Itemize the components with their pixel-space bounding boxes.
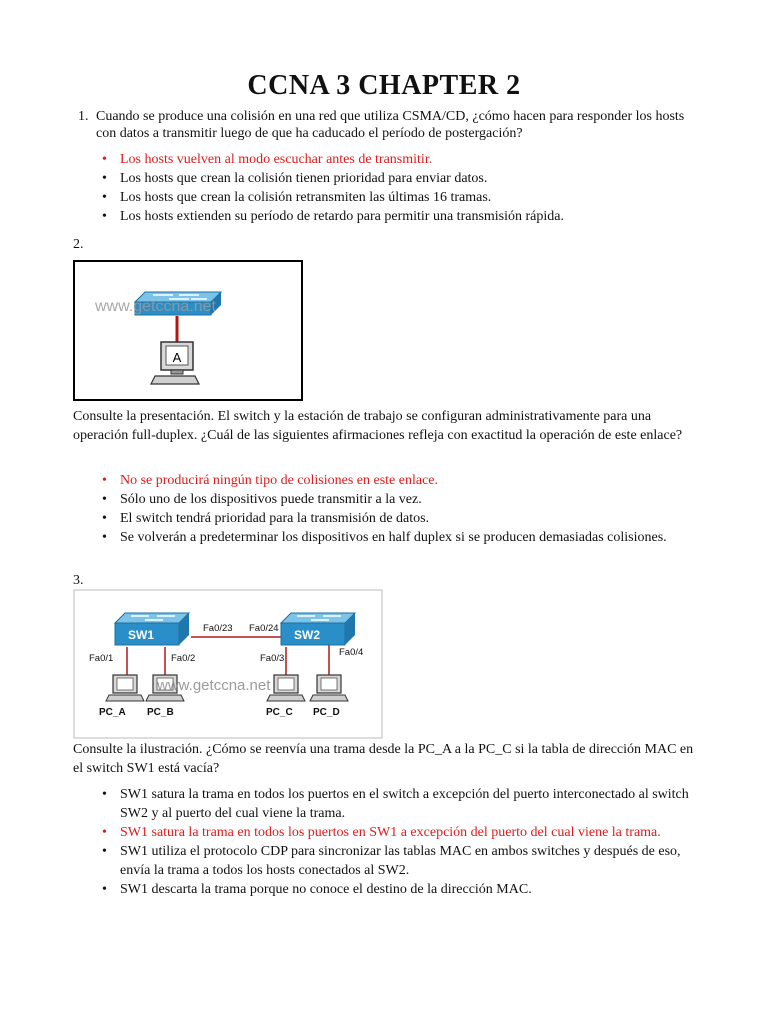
page-title: CCNA 3 CHAPTER 2 [247, 70, 521, 101]
port-label: Fa0/4 [339, 647, 364, 658]
question-number: 2. [73, 237, 84, 252]
answer-list [98, 150, 698, 226]
pc-label: PC_D [313, 707, 340, 718]
figure-two-switches [73, 589, 383, 739]
answer-list [98, 785, 698, 899]
answer-option-correct: • No se producirá ningún tipo de colisiones en este enlace. [98, 471, 698, 490]
question-number: 3. [73, 573, 84, 588]
answer-list [98, 471, 698, 547]
question-text: Cuando se produce una colisión en una red que utiliza CSMA/CD, ¿cómo hacen para responder los hosts con datos a transmitir luego de que ha caducado el período de postergación? [96, 109, 685, 141]
answer-option: • Sólo uno de los dispositivos puede transmitir a la vez. [98, 490, 698, 509]
answer-option: • SW1 descarta la trama porque no conoce el destino de la dirección MAC. [98, 880, 698, 899]
answer-option-correct: • Los hosts vuelven al modo escuchar antes de transmitir. [98, 150, 698, 169]
answer-option: • SW1 utiliza el protocolo CDP para sincronizar las tablas MAC en ambos switches y después de eso, envía la trama a todos los hosts conectados al SW2. [98, 842, 698, 880]
host-label: A [172, 350, 182, 365]
question-number: 1. [78, 109, 89, 124]
question-1 [78, 108, 698, 142]
figure-watermark: www.getccna.net [95, 298, 216, 315]
answer-option: • El switch tendrá prioridad para la transmisión de datos. [98, 509, 698, 528]
port-label: Fa0/23 [203, 623, 233, 634]
port-label: Fa0/2 [171, 653, 196, 664]
answer-option: • Los hosts extienden su período de retardo para permitir una transmisión rápida. [98, 207, 698, 226]
port-label: Fa0/24 [249, 623, 279, 634]
pc-label: PC_A [99, 707, 126, 718]
answer-option: • Se volverán a predeterminar los dispositivos en half duplex si se producen demasiadas colisiones. [98, 528, 698, 547]
answer-option: • Los hosts que crean la colisión tienen prioridad para enviar datos. [98, 169, 698, 188]
switch-label: SW2 [293, 628, 321, 642]
pc-label: PC_C [266, 707, 293, 718]
port-label: Fa0/1 [89, 653, 114, 664]
question-text: Consulte la ilustración. ¿Cómo se reenvía una trama desde la PC_A a la PC_C si la tabla de dirección MAC en el switch SW1 está vacía? [73, 742, 694, 776]
figure-switch-host [73, 260, 303, 401]
answer-option-correct: • SW1 satura la trama en todos los puertos en SW1 a excepción del puerto del cual viene la trama. [98, 823, 698, 842]
answer-option: • Los hosts que crean la colisión retransmiten las últimas 16 tramas. [98, 188, 698, 207]
answer-option: • SW1 satura la trama en todos los puertos en el switch a excepción del puerto interconectado al switch SW2 y al puerto del cual viene la trama. [98, 785, 698, 823]
question-text: Consulte la presentación. El switch y la estación de trabajo se configuran administrativamente para una operación full-duplex. ¿Cuál de las siguientes afirmaciones refleja con exactitud la operación de este enlace? [73, 409, 683, 443]
port-label: Fa0/3 [260, 653, 285, 664]
switch-label: SW1 [127, 628, 155, 642]
pc-label: PC_B [147, 707, 174, 718]
figure-watermark: www.getccna.net [157, 677, 271, 694]
